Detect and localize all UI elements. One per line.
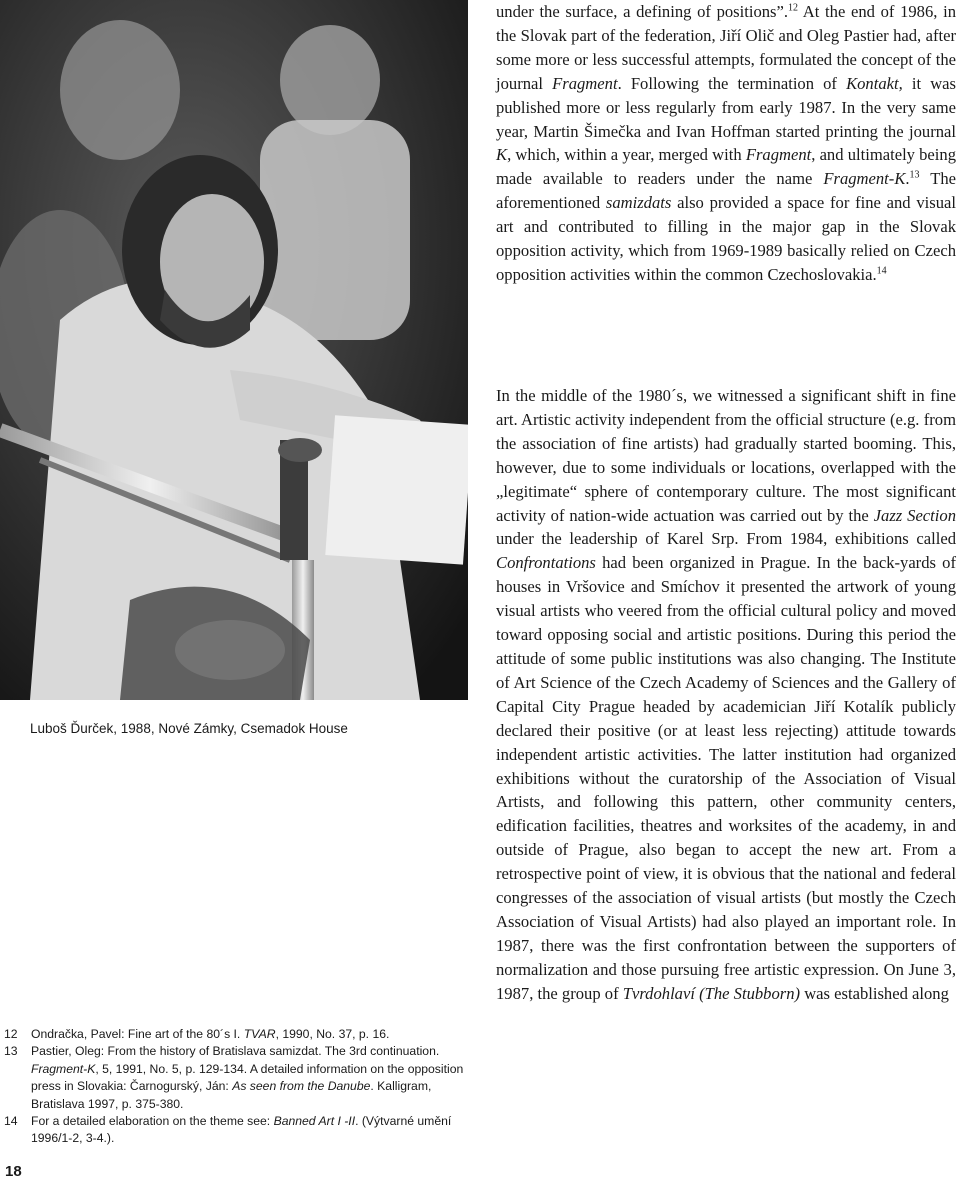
text-run: . Kalligram, Bratislava 1997, p. 375-380. xyxy=(31,1079,432,1111)
text-run: For a detailed elaboration on the theme see: xyxy=(31,1114,274,1129)
text-run: In the middle of the 1980´s, we witnessed a significant shift in fine art. Artistic activity independent from the official structure (e.g. from the association of fine artists) had gradually started booming. This, however, due to some individuals or locations, overlapped with the „legitimate“ sphere of contemporary culture. The most significant activity of nation-wide actuation was carried out by the xyxy=(496,386,956,525)
italic-text: Fragment-K xyxy=(31,1061,96,1076)
photograph-artwork xyxy=(0,0,468,700)
italic-text: Fragment-K xyxy=(823,169,906,189)
footnotes xyxy=(4,1026,474,1148)
italic-text: Tvrdohlaví (The Stubborn) xyxy=(622,983,801,1003)
italic-text: Fragment xyxy=(552,73,618,93)
photograph xyxy=(0,0,468,700)
italic-text: K xyxy=(496,145,508,165)
text-run: it was published more or less regularly from early 1987. In the very same year, Martin Šimečka and Ivan Hoffman started printing the journal xyxy=(496,73,956,141)
text-run: Ondračka, Pavel: Fine art of the 80´s I. xyxy=(31,1027,244,1041)
italic-text: Banned Art I -II xyxy=(273,1114,356,1129)
body-column-bottom xyxy=(496,384,956,1006)
footnote-text xyxy=(31,1043,474,1113)
photo-caption: Luboš Ďurček, 1988, Nové Zámky, Csemadok House xyxy=(30,721,348,736)
text-run: . (Výtvarné umění 1996/1-2, 3-4.). xyxy=(31,1114,452,1146)
footnote-12 xyxy=(4,1026,474,1043)
text-run: also provided a space for fine and visual art and contributed to filling in the major gap in the Slovak opposition activity, which from 1969-1989 basically relied on Czech opposition activities within the common Czechoslovakia. xyxy=(496,193,956,284)
paragraph-samizdat xyxy=(496,0,956,287)
text-run: . xyxy=(905,169,910,189)
text-run: . Following the termination of xyxy=(617,73,847,93)
text-run: The aforementioned xyxy=(496,169,957,213)
italic-text: Fragment xyxy=(745,145,812,165)
text-run: , 1990, No. 37, p. 16. xyxy=(275,1027,390,1041)
italic-text: Jazz Section xyxy=(873,505,956,525)
text-run: , 5, 1991, No. 5, p. 129-134. A detailed information on the opposition press in Slovakia: Čarnogurský, Ján: xyxy=(31,1061,464,1094)
footnote-number: 12 xyxy=(4,1027,18,1041)
paragraph-fine-art-shift xyxy=(496,384,956,1006)
footnote-13 xyxy=(4,1043,474,1113)
text-run: Pastier, Oleg: From the history of Bratislava samizdat. The 3rd continuation. xyxy=(31,1044,440,1059)
text-run: under the surface, a defining of positions”. xyxy=(496,2,789,21)
footnote-number: 14 xyxy=(4,1114,18,1129)
text-run: was established along xyxy=(800,983,949,1003)
text-run: had been organized in Prague. In the back-yards of houses in Vršovice and Smíchov it presented the artwork of young visual artists who veered from the official cultural policy and moved toward opposing social and artistic positions. During this period the attitude of some public institutions was also changing. The Institute of Art Science of the Czech Academy of Sciences and the Gallery of Capital City Prague headed by academician Jiří Kotalík publicly declared their positive (or at least less rejecting) attitude towards independent artistic activities. The latter institution had organized exhibitions without the curatorship of the Association of Visual Artists, and following this pattern, other community centers, edification facilities, theatres and worksites of the academy, in and outside of Prague, also began to accept the new art. From a retrospective point of view, it is obvious that the national and federal congresses of the association of visual artists (but mostly the Czech Association of Visual Artists) had also played an important role. In 1987, there was the first confrontation between the supporters of normalization and those pursuing free artistic expression. On June 3, 1987, the group of xyxy=(496,553,956,1003)
italic-text: Kontakt, xyxy=(846,73,903,93)
italic-text: samizdats xyxy=(605,193,672,213)
italic-text: As seen from the Danube xyxy=(232,1079,371,1094)
page-number: 18 xyxy=(5,1163,22,1180)
text-run: At the end of 1986, in the Slovak part of the federation, Jiří Olič and Oleg Pastier had, after some more or less successful attempts, formulated the concept of the journal xyxy=(496,2,956,93)
text-run: , which, within a year, merged with xyxy=(507,145,746,165)
text-run: under the leadership of Karel Srp. From 1984, exhibitions called xyxy=(496,529,956,549)
footnote-14 xyxy=(4,1113,474,1148)
text-run: , and ultimately being made available to readers under the name xyxy=(496,145,956,189)
italic-text: Confrontations xyxy=(496,553,596,573)
footnote-ref: 13 xyxy=(909,169,920,181)
italic-text: TVAR xyxy=(243,1027,276,1041)
footnote-text xyxy=(31,1026,474,1043)
footnote-number: 13 xyxy=(4,1044,18,1059)
body-column-top xyxy=(496,0,956,287)
footnote-ref: 14 xyxy=(876,265,887,277)
footnote-text xyxy=(31,1113,474,1148)
footnote-ref: 12 xyxy=(788,2,799,14)
